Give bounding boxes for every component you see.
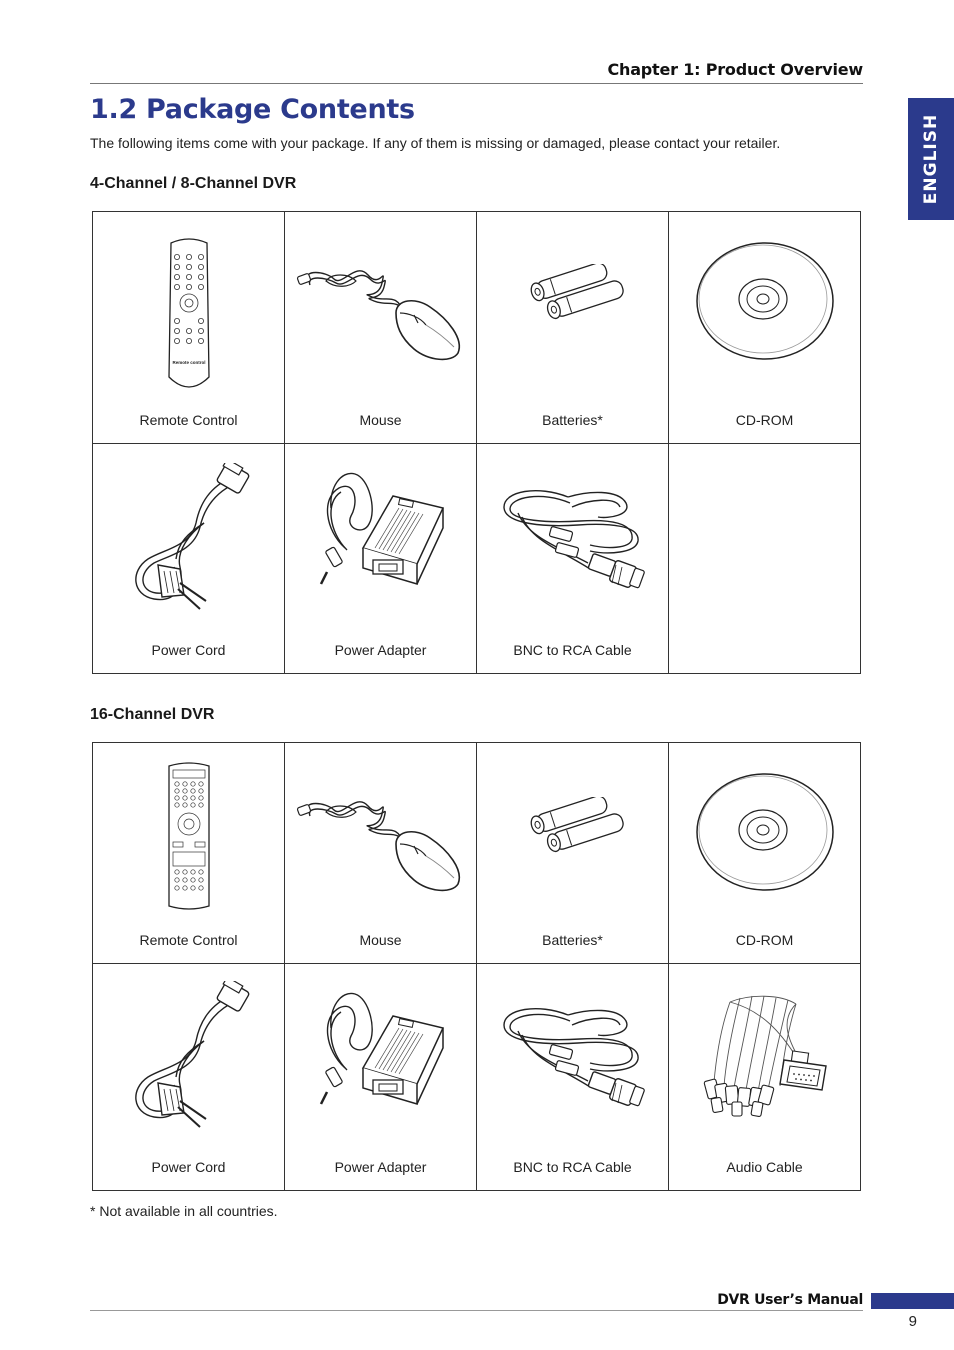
item-label: Batteries*	[542, 412, 603, 428]
item-label: Mouse	[359, 932, 402, 948]
item-label: Power Adapter	[334, 1159, 427, 1175]
item-cell-empty	[669, 444, 861, 674]
cd-rom-icon	[695, 772, 835, 892]
package-grid-16-channel	[92, 742, 861, 1191]
bnc-rca-cable-icon	[498, 477, 648, 597]
power-cord-icon	[124, 981, 254, 1131]
remote-brand-text: Remote control	[171, 360, 206, 365]
audio-cable-icon	[700, 990, 830, 1120]
power-adapter-icon	[311, 468, 451, 598]
remote-control-icon	[165, 237, 213, 391]
item-label: BNC to RCA Cable	[513, 1159, 632, 1175]
package-grid-4-8-channel	[92, 211, 861, 674]
section-heading-4-8-channel: 4-Channel / 8-Channel DVR	[90, 175, 297, 192]
item-cell-mouse	[285, 212, 477, 444]
language-tab[interactable]	[908, 98, 954, 220]
mouse-icon	[296, 251, 466, 361]
bnc-rca-cable-icon	[498, 995, 648, 1115]
section-heading-16-channel: 16-Channel DVR	[90, 706, 215, 723]
item-label: Remote Control	[139, 932, 238, 948]
footer-manual-title: DVR User’s Manual	[717, 1292, 863, 1308]
item-cell-power-adapter	[285, 444, 477, 674]
item-label: BNC to RCA Cable	[513, 642, 632, 658]
item-cell-power-adapter	[285, 964, 477, 1191]
footer-accent-bar	[871, 1293, 954, 1309]
item-label: CD-ROM	[735, 412, 794, 428]
item-label: Remote Control	[139, 412, 238, 428]
batteries-icon	[518, 797, 628, 857]
item-label: Audio Cable	[726, 1159, 803, 1175]
item-cell-power-cord	[93, 444, 285, 674]
item-label: CD-ROM	[735, 932, 794, 948]
item-cell-power-cord	[93, 964, 285, 1191]
item-cell-mouse	[285, 743, 477, 964]
item-cell-bnc-rca-cable	[477, 444, 669, 674]
power-adapter-icon	[311, 988, 451, 1118]
chapter-header: Chapter 1: Product Overview	[607, 60, 863, 79]
page-number: 9	[908, 1313, 917, 1330]
item-label: Power Adapter	[334, 642, 427, 658]
item-label: Batteries*	[542, 932, 603, 948]
item-cell-audio-cable	[669, 964, 861, 1191]
item-cell-bnc-rca-cable	[477, 964, 669, 1191]
item-cell-cd-rom	[669, 743, 861, 964]
item-cell-remote-control	[93, 212, 285, 444]
language-tab-label: ENGLISH	[921, 113, 941, 205]
item-label: Mouse	[359, 412, 402, 428]
batteries-icon	[518, 264, 628, 324]
item-cell-batteries	[477, 743, 669, 964]
intro-text: The following items come with your package. If any of them is missing or damaged, please contact your retailer.	[90, 135, 781, 151]
footnote: * Not available in all countries.	[90, 1203, 278, 1219]
power-cord-icon	[124, 463, 254, 613]
item-label: Power Cord	[151, 1159, 226, 1175]
header-rule	[90, 83, 863, 84]
footer-rule	[90, 1310, 863, 1311]
mouse-icon	[296, 782, 466, 892]
item-label: Power Cord	[151, 642, 226, 658]
item-cell-cd-rom	[669, 212, 861, 444]
item-cell-batteries	[477, 212, 669, 444]
remote-control-icon	[165, 760, 213, 912]
item-cell-remote-control	[93, 743, 285, 964]
page-title: 1.2 Package Contents	[90, 94, 415, 125]
cd-rom-icon	[695, 241, 835, 361]
